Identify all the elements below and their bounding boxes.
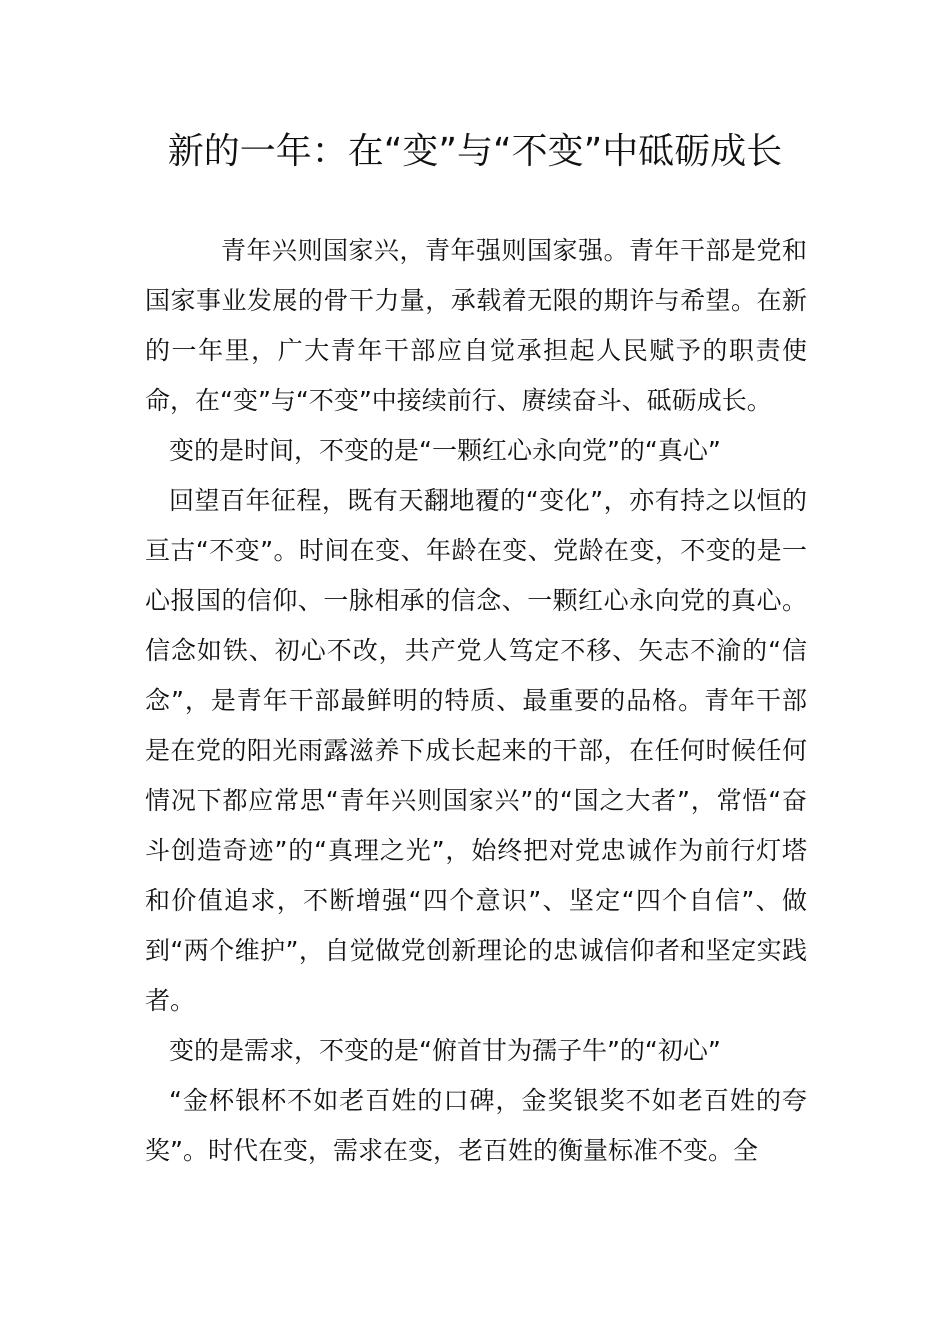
section-2-paragraph: “金杯银杯不如老百姓的口碑，金奖银奖不如老百姓的夸奖”。时代在变，需求在变，老百姓的衡量标准不变。全 bbox=[145, 1086, 807, 1165]
document-body bbox=[145, 226, 807, 1176]
section-heading-2: 变的是需求，不变的是“俯首甘为孺子牛”的“初心” bbox=[169, 1036, 721, 1065]
section-heading-1: 变的是时间，不变的是“一颗红心永向党”的“真心” bbox=[169, 436, 721, 465]
intro-paragraph: 青年兴则国家兴，青年强则国家强。青年干部是党和国家事业发展的骨干力量，承载着无限的期许与希望。在新的一年里，广大青年干部应自觉承担起人民赋予的职责使命，在“变”与“不变”中接续前行、赓续奋斗、砥砺成长。 bbox=[145, 236, 807, 415]
page-title: 新的一年：在“变”与“不变”中砥砺成长 bbox=[167, 131, 783, 172]
section-1-paragraph: 回望百年征程，既有天翻地覆的“变化”，亦有持之以恒的亘古“不变”。时间在变、年龄在变、党龄在变，不变的是一心报国的信仰、一脉相承的信念、一颗红心永向党的真心。信念如铁、初心不改，共产党人笃定不移、矢志不渝的“信念”，是青年干部最鲜明的特质、最重要的品格。青年干部是在党的阳光雨露滋养下成长起来的干部，在任何时候任何情况下都应常思“青年兴则国家兴”的“国之大者”，常悟“奋斗创造奇迹”的“真理之光”，始终把对党忠诚作为前行灯塔和价值追求，不断增强“四个意识”、坚定“四个自信”、做到“两个维护”，自觉做党创新理论的忠诚信仰者和坚定实践者。 bbox=[145, 486, 807, 1015]
